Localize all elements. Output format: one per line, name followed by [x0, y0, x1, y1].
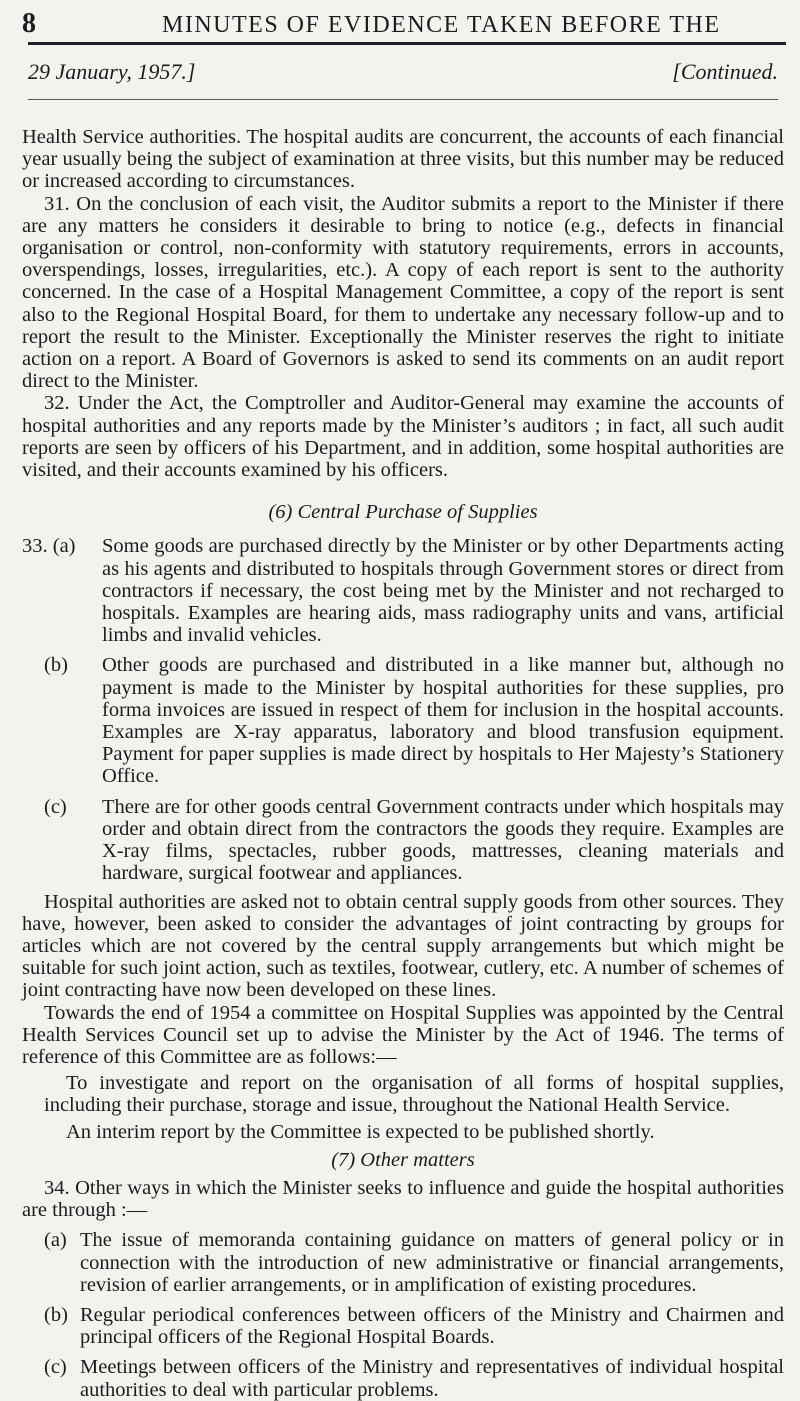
- section-heading-central-purchase: (6) Central Purchase of Supplies: [268, 501, 538, 524]
- continued-label: [Continued.: [672, 59, 778, 84]
- paragraph-text: Regular periodical conferences between officers of the Ministry and Chairmen and principal officers of the Regional Hospital Boards.: [80, 1303, 784, 1349]
- paragraph-34c: [22, 1356, 784, 1400]
- paragraph-text: Meetings between officers of the Ministry and representatives of individual hospital authorities to deal with particular problems.: [80, 1356, 784, 1401]
- paragraph-31: 31. On the conclusion of each visit, the Auditor submits a report to the Minister if there are any matters he considers it desirable to bring to notice (e.g., defects in financial organisation or control, non-conformity with statutory requirements, errors in accounts, overspendings, losses, irregularities, etc.). A copy of each report is sent to the authority concerned. In the case of a Hospital Management Committee, a copy of the report is sent also to the Regional Hospital Board, for them to undertake any necessary follow-up and to report the result to the Minister. Exceptionally the Minister reserves the right to initiate action on a report. A Board of Governors is asked to send its comments on an audit report direct to the Minister.: [22, 192, 784, 393]
- paragraph-label: (b): [44, 654, 68, 677]
- section-heading-other-matters: (7) Other matters: [331, 1148, 475, 1171]
- page-number: 8: [22, 8, 36, 39]
- paragraph-34b: [22, 1304, 784, 1348]
- page: [22, 8, 790, 1401]
- paragraph-label: (a): [44, 1229, 67, 1252]
- body-text: [22, 126, 790, 1401]
- paragraph-33c: [22, 796, 784, 885]
- paragraph-intro: Health Service authorities. The hospital audits are concurrent, the accounts of each financial year usually being the subject of examination at three visits, but this number may be reduced or increased according to circumstances.: [22, 126, 784, 193]
- paragraph-33a: [22, 535, 784, 646]
- date-rule: [28, 99, 778, 100]
- paragraph-text: Some goods are purchased directly by the Minister or by other Departments acting as his agents and distributed to hospitals through Government stores or direct from contractors if necessary, the cost being met by the Minister and not recharged to hospitals. Examples are hearing aids, mass radiography units and vans, artificial limbs and invalid vehicles.: [102, 535, 784, 647]
- paragraph-text: Other goods are purchased and distributed in a like manner but, although no payment is made to the Minister by hospital authorities for these supplies, pro forma invoices are issued in respect of them for inclusion in the hospital accounts. Examples are X-ray apparatus, laboratory and blood transfusion equipment. Payment for paper supplies is made direct by hospitals to Her Majesty’s Stationery Office.: [102, 654, 784, 788]
- paragraph-label: 33. (a): [22, 535, 76, 558]
- running-head: [22, 8, 790, 42]
- paragraph-interim: An interim report by the Committee is expected to be published shortly.: [66, 1120, 655, 1143]
- paragraph-hospital-authorities: Hospital authorities are asked not to obtain central supply goods from other sources. They have, however, been asked to consider the advantages of joint contracting by groups for articles which are not covered by the central supply arrangements but which might be suitable for such joint action, such as textiles, footwear, cutlery, etc. A number of schemes of joint contracting have now been developed on these lines.: [22, 890, 784, 1002]
- paragraph-towards: Towards the end of 1954 a committee on Hospital Supplies was appointed by the Central Health Services Council set up to advise the Minister by the Act of 1946. The terms of reference of this Committee are as follows:—: [22, 1001, 784, 1068]
- paragraph-label: (c): [44, 1356, 67, 1379]
- paragraph-text: The issue of memoranda containing guidance on matters of general policy or in connection with the introduction of new administrative or financial arrangements, revision of earlier arrangements, or in amplification of existing procedures.: [80, 1229, 784, 1296]
- paragraph-34a: [22, 1229, 784, 1296]
- date-line: [22, 45, 790, 85]
- paragraph-text: There are for other goods central Government contracts under which hospitals may order and obtain direct from the contractors the goods they require. Examples are X-ray films, spectacles, rubber goods, mattresses, cleaning materials and hardware, surgical footwear and appliances.: [102, 795, 784, 885]
- paragraph-34: 34. Other ways in which the Minister seeks to influence and guide the hospital authorities are through :—: [22, 1176, 784, 1222]
- paragraph-label: (c): [44, 795, 67, 818]
- paragraph-33b: [22, 654, 784, 787]
- session-date: 29 January, 1957.]: [28, 59, 196, 84]
- paragraph-32: 32. Under the Act, the Comptroller and Auditor-General may examine the accounts of hospital authorities and any reports made by the Minister’s auditors ; in fact, all such audit reports are seen by officers of his Department, and in addition, some hospital authorities are visited, and their accounts examined by his officers.: [22, 392, 784, 482]
- running-title: MINUTES OF EVIDENCE TAKEN BEFORE THE: [162, 12, 721, 38]
- paragraph-label: (b): [44, 1303, 68, 1326]
- terms-of-reference-quote: To investigate and report on the organisation of all forms of hospital supplies, including their purchase, storage and issue, throughout the National Health Service.: [44, 1072, 784, 1117]
